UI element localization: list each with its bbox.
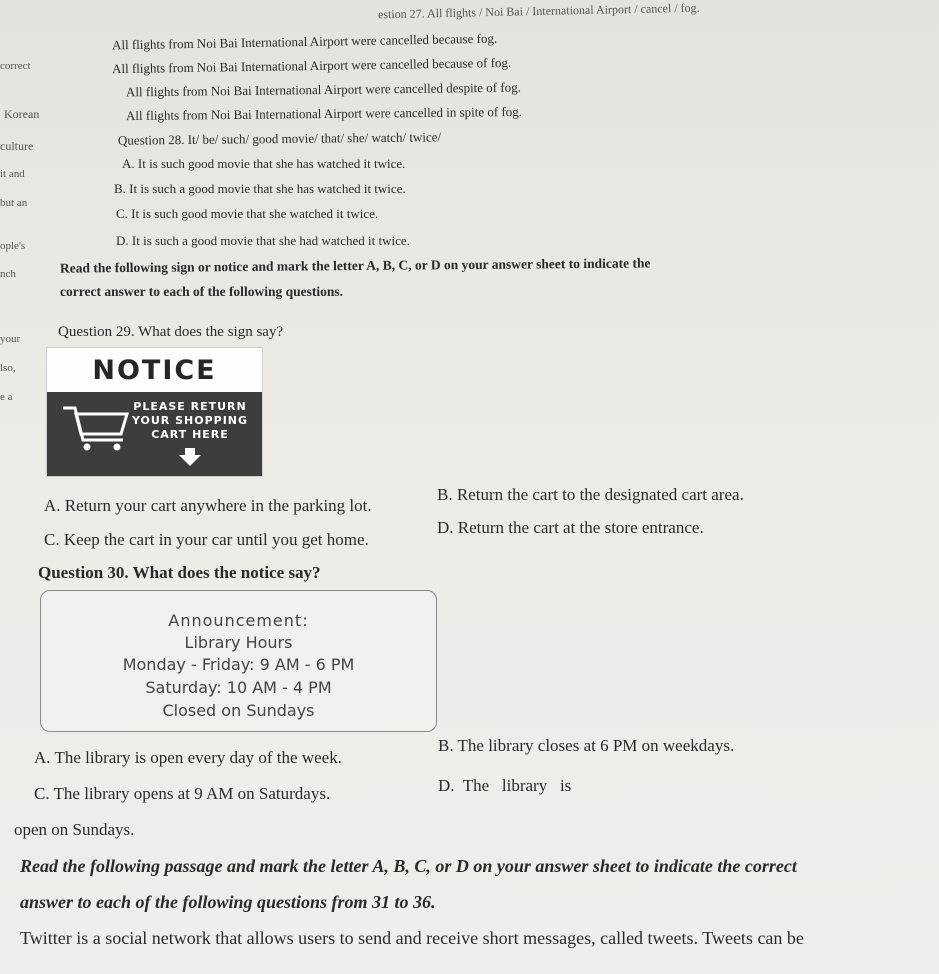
notice-heading: NOTICE: [92, 354, 217, 386]
shopping-cart-icon: [61, 402, 131, 452]
q30-option-c: C. The library opens at 9 AM on Saturdays.: [34, 784, 331, 803]
q28-option-a: A. It is such good movie that she has watched it twice.: [122, 156, 406, 171]
q30-option-b: B. The library closes at 6 PM on weekdays.: [438, 736, 735, 755]
margin-fragment: Korean: [4, 107, 40, 121]
margin-fragment: correct: [0, 60, 31, 72]
q29-option-c: C. Keep the cart in your car until you get home.: [44, 530, 369, 549]
q30-option-d: D. The library is: [438, 776, 572, 795]
q29-option-b: B. Return the cart to the designated cart area.: [437, 485, 744, 504]
announcement-line: Saturday: 10 AM - 4 PM: [145, 678, 332, 697]
q28-option-d: D. It is such a good movie that she had watched it twice.: [116, 233, 410, 248]
passage-text: Twitter is a social network that allows users to send and receive short messages, called tweets. Tweets can be: [20, 928, 804, 948]
margin-fragment: it and: [0, 168, 25, 180]
sign-instruction: Read the following sign or notice and mark the letter A, B, C, or D on your answer sheet to indicate the: [59, 255, 651, 276]
margin-fragment: lso,: [0, 362, 16, 374]
notice-body: [47, 392, 262, 476]
library-announcement: [40, 590, 437, 732]
q29-option-a: A. Return your cart anywhere in the parking lot.: [44, 496, 372, 515]
notice-sign: [46, 347, 263, 477]
q29-option-d: D. Return the cart at the store entrance.: [437, 518, 704, 537]
notice-line: CART HERE: [151, 428, 229, 441]
announcement-line: Library Hours: [184, 633, 293, 652]
q30-option-a: A. The library is open every day of the week.: [34, 748, 342, 767]
margin-fragment: but an: [0, 197, 28, 209]
q27-option-d: All flights from Noi Bai International Airport were cancelled in spite of fog.: [125, 103, 523, 124]
margin-fragment: culture: [0, 139, 34, 153]
passage-instruction-cont: answer to each of the following questions from 31 to 36.: [20, 892, 436, 912]
announcement-line: Closed on Sundays: [162, 701, 315, 720]
q28-header: Question 28. It/ be/ such/ good movie/ that/ she/ watch/ twice/: [117, 129, 442, 148]
q30-question: Question 30. What does the notice say?: [38, 563, 321, 582]
q30-option-d-cont: open on Sundays.: [14, 820, 135, 839]
notice-line: YOUR SHOPPING: [131, 414, 249, 427]
q27-header: estion 27. All flights / Noi Bai / International Airport / cancel / fog.: [377, 0, 700, 22]
margin-fragment: your: [0, 333, 21, 345]
margin-fragment: e a: [0, 391, 13, 403]
notice-message: [125, 400, 255, 442]
q28-option-c: C. It is such good movie that she watched it twice.: [116, 206, 379, 221]
q27-option-a: All flights from Noi Bai International Airport were cancelled because fog.: [111, 30, 498, 53]
margin-fragment: ople's: [0, 240, 26, 252]
q29-question: Question 29. What does the sign say?: [58, 324, 284, 340]
announcement-line: Monday - Friday: 9 AM - 6 PM: [122, 655, 355, 674]
q27-option-b: All flights from Noi Bai International Airport were cancelled because of fog.: [111, 54, 512, 77]
q28-option-b: B. It is such a good movie that she has watched it twice.: [114, 181, 406, 196]
announcement-title: Announcement:: [168, 611, 309, 630]
down-arrow-icon: [179, 448, 201, 466]
margin-fragment: nch: [0, 268, 16, 280]
passage-instruction: Read the following passage and mark the letter A, B, C, or D on your answer sheet to indicate the correct: [20, 856, 797, 876]
q27-option-c: All flights from Noi Bai International Airport were cancelled despite of fog.: [125, 79, 522, 100]
notice-line: PLEASE RETURN: [133, 400, 247, 413]
sign-instruction-cont: correct answer to each of the following questions.: [60, 284, 343, 299]
